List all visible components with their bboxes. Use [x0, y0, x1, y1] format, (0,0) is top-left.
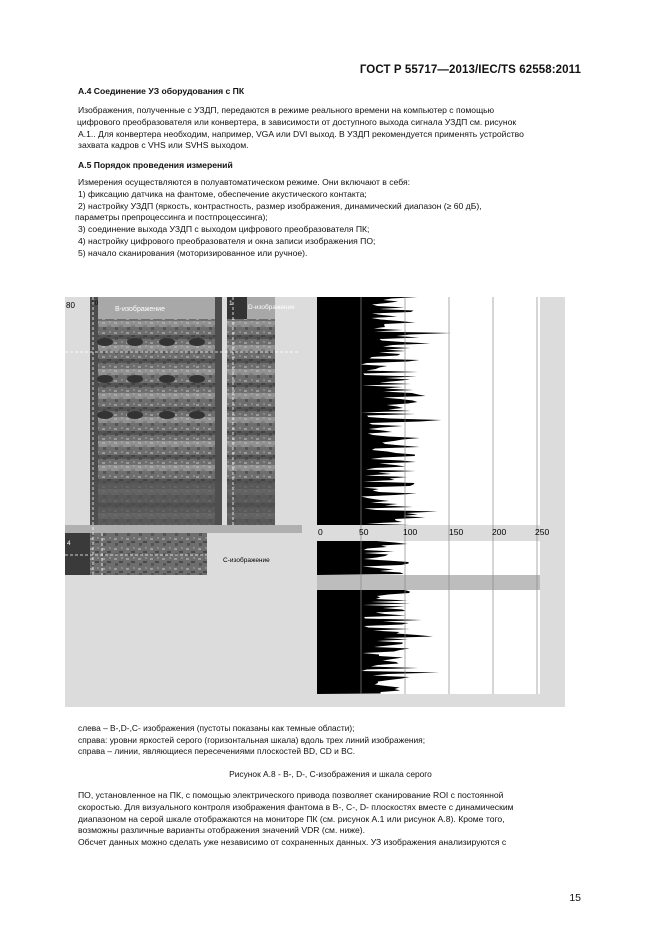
caption-line-3: справа – линии, являющиеся пересечениями плоскостей BD, CD и BC.	[78, 746, 356, 757]
standard-header: ГОСТ Р 55717—2013/IEC/TS 62558:2011	[359, 64, 581, 76]
section-a4-title: А.4 Соединение УЗ оборудования с ПК	[78, 86, 245, 96]
a5-line-6: 4) настройку цифрового преобразователя и окна записи изображения ПО;	[78, 235, 376, 246]
figure-a8-graphic	[65, 297, 565, 707]
x-tick-250: 250	[535, 527, 550, 537]
page-number: 15	[569, 892, 581, 904]
body-line-4: возможны различные варианты отображения значений VDR (см. ниже).	[78, 825, 366, 836]
d-image-number: 1	[229, 300, 233, 307]
d-image-label: D-изображение	[248, 304, 295, 311]
body-text	[78, 790, 583, 849]
body-line-3: диапазоном на серой шкале отображаются на мониторе ПК (см. рисунок А.1 или рисунок А.8). Кроме того,	[78, 813, 505, 824]
b-image-number: 10	[91, 300, 99, 307]
a4-line-1: Изображения, полученные с УЗДП, передаются в режиме реального времени на компьютер с помощью	[78, 105, 495, 115]
section-a5-title: А.5 Порядок проведения измерений	[78, 160, 233, 170]
a4-line-4: захвата кадров с VHS или SVHS выходом.	[78, 140, 249, 151]
body-line-5: Обсчет данных можно сделать уже независимо от сохраненных данных. УЗ изображения анализируются с	[78, 837, 507, 848]
figure-caption	[78, 723, 425, 758]
a5-line-3: 2) настройку УЗДП (яркость, контрастность, размер изображения, динамический диапазон (≥ 60 дБ),	[78, 200, 482, 211]
caption-line-1: слева – B-,D-,C- изображения (пустоты показаны как темные области);	[78, 723, 355, 733]
y-tick-80: 80	[66, 301, 75, 311]
x-tick-100: 100	[403, 527, 418, 537]
figure-a8	[65, 297, 565, 707]
a5-line-7: 5) начало сканирования (моторизированное или ручное).	[78, 247, 308, 258]
body-line-1: ПО, установленное на ПК, с помощью электрического привода позволяет сканирование ROI с постоянной	[78, 790, 504, 800]
a5-line-4: параметры препроцессинга и постпроцессинга);	[75, 212, 268, 223]
x-tick-150: 150	[449, 527, 464, 537]
section-a4-text	[78, 105, 583, 152]
section-a5-text	[75, 177, 583, 260]
x-tick-200: 200	[492, 527, 507, 537]
a5-line-2: 1) фиксацию датчика на фантоме, обеспечение акустического контакта;	[78, 188, 367, 199]
body-line-2: скоростью. Для визуального контроля изображения фантома в В-, С-, D- плоскостях вместе с динамическим	[78, 801, 514, 812]
x-tick-0: 0	[318, 527, 323, 537]
c-image-number: 4	[67, 540, 71, 547]
gray-scale-plot	[317, 297, 540, 694]
a5-line-5: 3) соединение выхода УЗДП с выходом цифрового преобразователя ПК;	[78, 224, 370, 235]
a4-line-3: А.1.. Для конвертера необходим, например, VGA или DVI выход. В УЗДП рекомендуется применять устройство	[78, 128, 524, 139]
c-image-label: С-изображение	[223, 557, 270, 564]
a5-line-1: Измерения осуществляются в полуавтоматическом режиме. Они включают в себя:	[78, 177, 411, 187]
a4-line-2: цифрового преобразователя или конвертера, в зависимости от доступного выхода сигнала УЗДП см. рисунок	[77, 116, 517, 127]
figure-title: Рисунок А.8 - В-, D-, С-изображения и шкала серого	[229, 769, 432, 779]
caption-line-2: справа: уровни яркостей серого (горизонтальная шкала) вдоль трех линий изображения;	[78, 734, 426, 745]
x-tick-50: 50	[359, 527, 369, 537]
b-image-label: В-изображение	[115, 306, 165, 313]
